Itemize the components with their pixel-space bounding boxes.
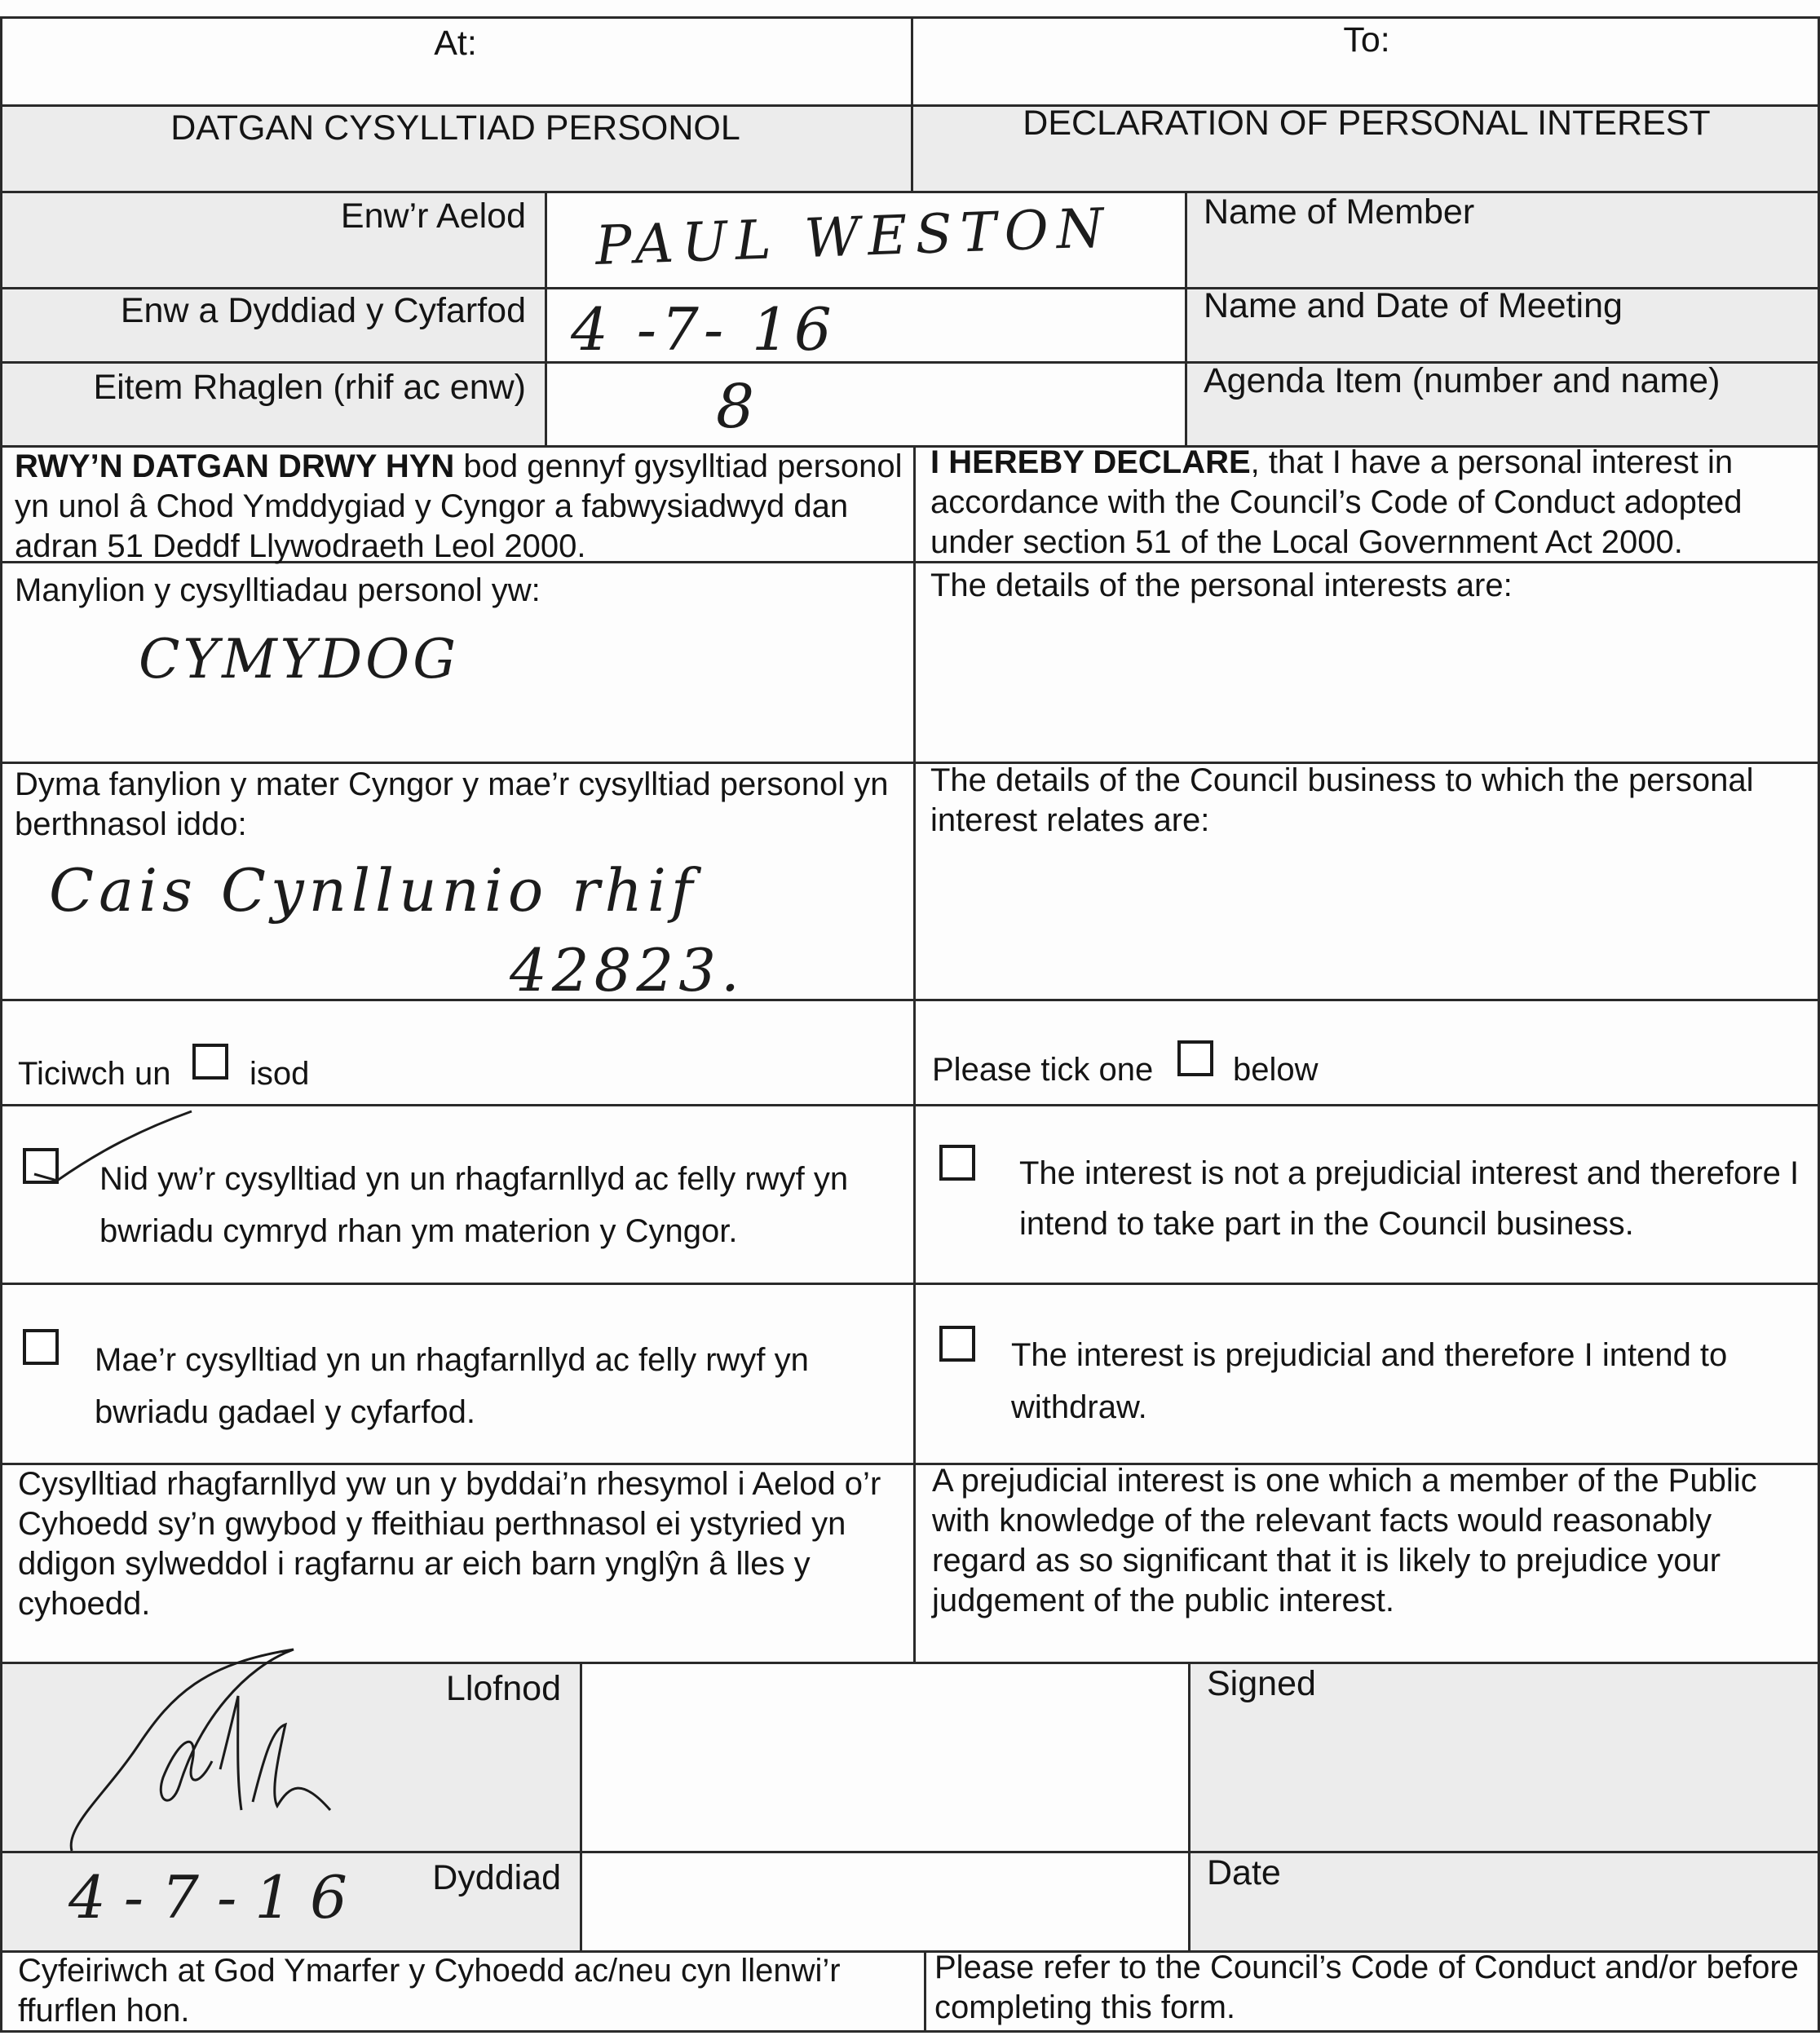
interest-details-field[interactable]: CYMYDOG	[139, 628, 459, 691]
declaration-text-cy: RWY’N DATGAN DRWY HYN bod gennyf gysylltiad personol yn unol â Chod Ymddygiad y Cyngor a fabwysiadwyd dan adran 51 Deddf Llywodraeth Leol 2000.	[15, 448, 903, 564]
tick-instruction-en-before: Please tick one	[932, 1052, 1154, 1088]
to-label: To:	[1343, 20, 1390, 60]
tick-example-box-en	[1177, 1040, 1213, 1076]
date-label-en: Date	[1207, 1853, 1281, 1892]
meeting-date-field[interactable]: 4 -7- 16	[571, 295, 837, 364]
footer-note-en: Please refer to the Council’s Code of Conduct and/or before completing this form.	[934, 1949, 1799, 2025]
tick-instruction-cy-before: Ticiwch un	[18, 1056, 171, 1092]
signed-label-cy: Llofnod	[445, 1669, 561, 1708]
signature-date-field[interactable]: 4-7-16	[68, 1863, 365, 1932]
prejudicial-text-en: The interest is prejudicial and therefore I intend to withdraw.	[1011, 1337, 1728, 1425]
tick-instruction-cy-after: isod	[250, 1056, 310, 1092]
form-title-cy: DATGAN CYSYLLTIAD PERSONOL	[170, 108, 740, 148]
signature-box	[581, 1662, 1188, 1952]
prejudicial-definition-en: A prejudicial interest is one which a member of the Public with knowledge of the relevant facts would reasonably regard as so significant that it is likely to prejudice your judgement of the public interest.	[932, 1463, 1757, 1618]
agenda-label-en: Agenda Item (number and name)	[1204, 361, 1721, 400]
prejudicial-definition-cy: Cysylltiad rhagfarnllyd yw un y byddai’n rhesymol i Aelod o’r Cyhoedd sy’n gwybod y ffeithiau perthnasol ei ystyried yn ddigon sylweddol i ragfarnu ar eich barn ynglŷn â lles y cyhoedd.	[18, 1466, 881, 1622]
business-details-label-cy: Dyma fanylion y mater Cyngor y mae’r cysylltiad personol yn berthnasol iddo:	[15, 766, 889, 842]
date-label-cy: Dyddiad	[432, 1858, 561, 1897]
agenda-item-field[interactable]: 8	[716, 372, 755, 442]
footer-note-cy: Cyfeiriwch at God Ymarfer y Cyhoedd ac/neu cyn llenwi’r ffurflen hon.	[18, 1953, 841, 2029]
business-details-line1[interactable]: Cais Cynllunio rhif	[49, 856, 698, 925]
member-signature	[57, 1647, 351, 1859]
member-name-field[interactable]: PAUL WESTON	[594, 196, 1113, 278]
member-name-label-cy: Enw’r Aelod	[340, 196, 526, 236]
business-details-label-en: The details of the Council business to which the personal interest relates are:	[930, 762, 1754, 838]
agenda-label-cy: Eitem Rhaglen (rhif ac enw)	[93, 368, 526, 407]
business-details-line2[interactable]: 42823.	[510, 936, 744, 1005]
not-prejudicial-text-en: The interest is not a prejudicial interest and therefore I intend to take part in the Council business.	[1019, 1155, 1800, 1242]
declaration-text-en: I HEREBY DECLARE, that I have a personal interest in accordance with the Council’s Code of Conduct adopted under section 51 of the Local Government Act 2000.	[930, 444, 1743, 560]
interest-details-label-en: The details of the personal interests are:	[930, 567, 1513, 603]
not-prejudicial-checkbox-en[interactable]	[939, 1145, 975, 1181]
signed-label-en: Signed	[1207, 1664, 1316, 1703]
at-label: At:	[434, 24, 477, 63]
prejudicial-checkbox-en[interactable]	[939, 1326, 975, 1362]
prejudicial-checkbox-cy[interactable]	[23, 1329, 59, 1365]
meeting-label-cy: Enw a Dyddiad y Cyfarfod	[120, 291, 526, 330]
member-name-label-en: Name of Member	[1204, 192, 1475, 232]
tick-example-box-cy	[192, 1044, 228, 1080]
interest-details-label-cy: Manylion y cysylltiadau personol yw:	[15, 572, 541, 608]
form-title-en: DECLARATION OF PERSONAL INTEREST	[1023, 104, 1711, 143]
prejudicial-text-cy: Mae’r cysylltiad yn un rhagfarnllyd ac felly rwyf yn bwriadu gadael y cyfarfod.	[95, 1342, 809, 1430]
meeting-label-en: Name and Date of Meeting	[1204, 286, 1623, 325]
tick-instruction-en-after: below	[1233, 1052, 1319, 1088]
not-prejudicial-text-cy: Nid yw’r cysylltiad yn un rhagfarnllyd ac felly rwyf yn bwriadu cymryd rhan ym materion y Cyngor.	[99, 1161, 849, 1249]
